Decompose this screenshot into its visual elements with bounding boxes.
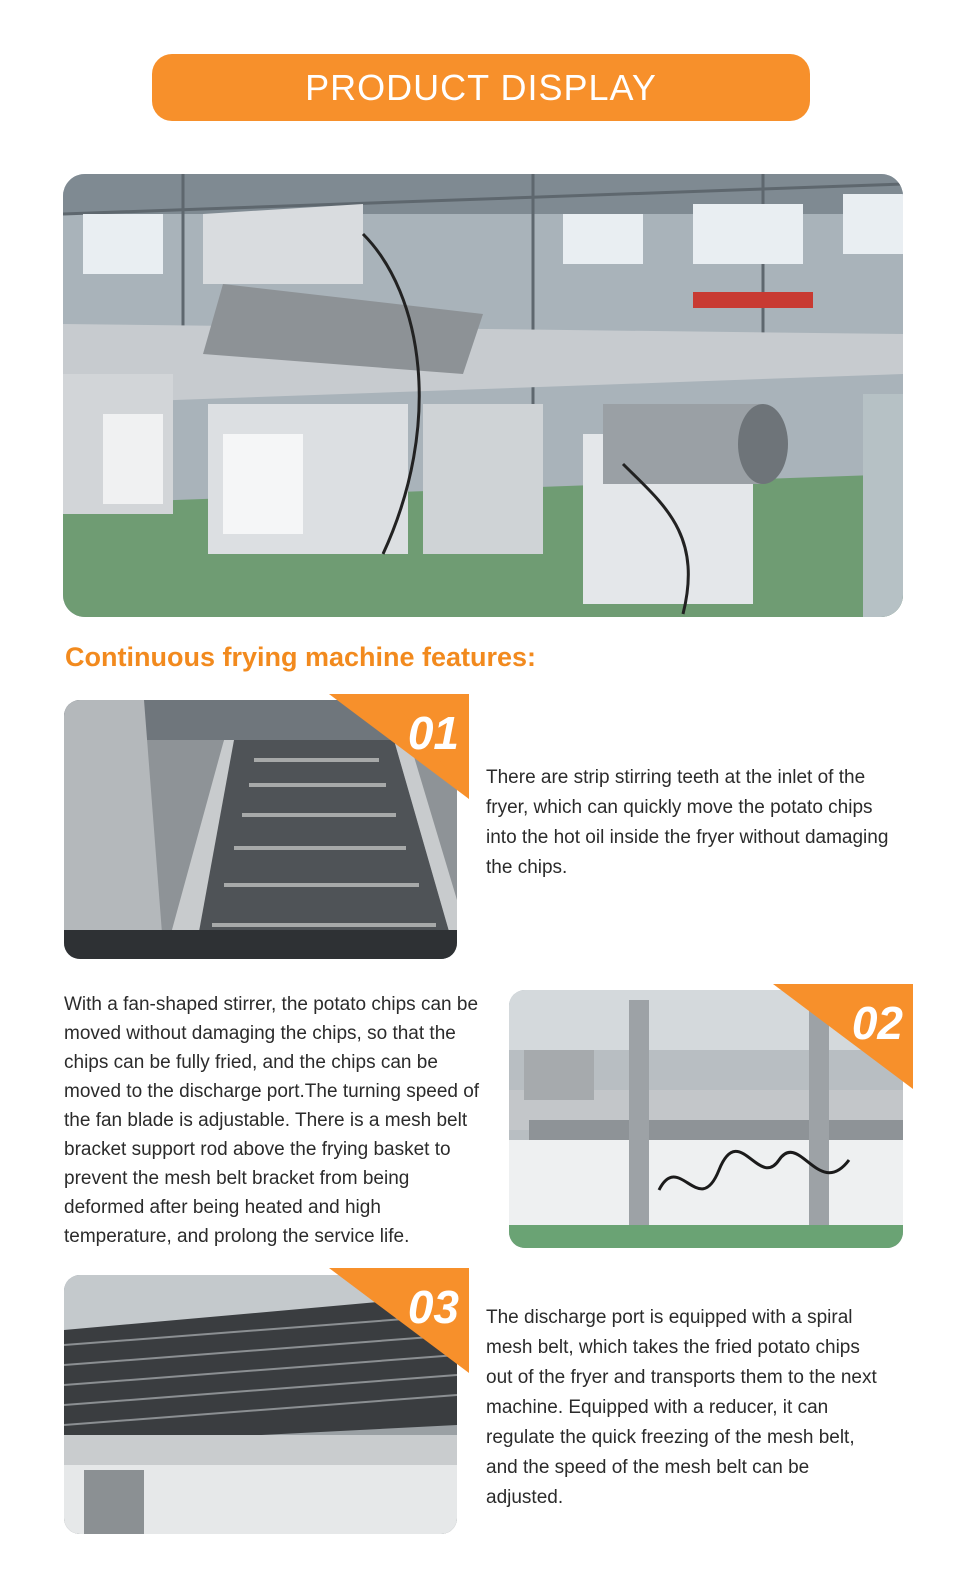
feature-02-number: 02 [851,997,903,1049]
feature-02-description: With a fan-shaped stirrer, the potato chips can be moved without damaging the chips, so that the chips can be fully fried, and the chips can be moved to the discharge port.The turning speed of the fan blade is adjustable. There is a mesh belt bracket support rod above the frying basket to prevent the mesh belt bracket from being deformed after being heated and high temperature, and prolong the service life. [64,994,480,1247]
banner-title: PRODUCT DISPLAY [305,66,657,108]
feature-03-description: The discharge port is equipped with a spiral mesh belt, which takes the fried potato chips out of the fryer and transports them to the next machine. Equipped with a reducer, it can regulate the quick freezing of the mesh belt, and the speed of the mesh belt can be adjusted. [486,1307,877,1508]
features-heading: Continuous frying machine features: [65,642,537,672]
hero-machine-photo [63,174,903,617]
feature-03-badge [329,1268,469,1373]
feature-01-badge [329,694,469,799]
product-display-banner [152,54,810,121]
feature-01-number: 01 [407,707,459,759]
feature-02-badge [773,984,913,1089]
feature-03-number: 03 [407,1281,459,1333]
feature-01-description: There are strip stirring teeth at the inlet of the fryer, which can quickly move the potato chips into the hot oil inside the fryer without damaging the chips. [486,767,889,878]
